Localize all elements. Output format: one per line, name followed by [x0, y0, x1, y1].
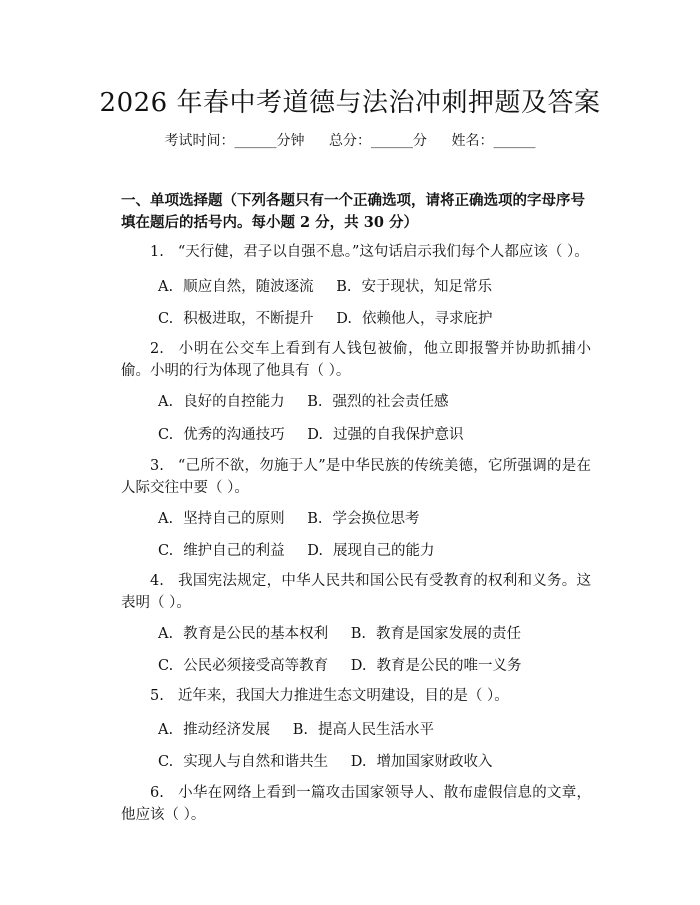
option-text: 良好的自控能力 [183, 394, 285, 410]
option-b [307, 390, 448, 411]
option-d [307, 539, 434, 560]
options-row-q4-ab [158, 622, 539, 643]
question-number: 3. [150, 458, 164, 474]
question-number: 2. [150, 341, 164, 357]
option-text: 顺应自然，随波逐流 [183, 279, 314, 295]
option-letter: A. [158, 511, 174, 527]
option-c [158, 307, 314, 328]
question-stem [121, 338, 591, 382]
question-number: 5. [150, 688, 164, 704]
question-text: 近年来，我国大力推进生态文明建设，目的是（ ）。 [177, 688, 509, 704]
question-text: “己所不欲，勿施于人”是中华民族的传统美德，它所强调的是在人际交往中要（ ）。 [121, 458, 591, 496]
question-stem [121, 570, 591, 614]
option-b [336, 275, 492, 296]
exam-time-label: 考试时间：______分钟 [164, 133, 305, 149]
page-title: 2026 年春中考道德与法治冲刺押题及答案 [99, 88, 601, 118]
options-row-q5-cd [158, 750, 511, 771]
option-b [351, 622, 521, 643]
option-text: 积极进取，不断提升 [183, 311, 314, 327]
question-text: 小明在公交车上看到有人钱包被偷，他立即报警并协助抓捕小偷。小明的行为体现了他具有（ ）。 [121, 341, 591, 379]
question-1 [121, 241, 591, 263]
options-row-q4-cd [158, 654, 540, 675]
option-text: 教育是公民的基本权利 [183, 626, 329, 642]
option-c [158, 423, 285, 444]
option-letter: C. [158, 754, 174, 770]
options-row-q3-cd [158, 539, 453, 560]
option-d [351, 654, 522, 675]
question-number: 4. [150, 573, 164, 589]
question-stem [121, 455, 591, 499]
option-b [293, 718, 434, 739]
option-text: 展现自己的能力 [333, 543, 435, 559]
option-text: 强烈的社会责任感 [332, 394, 449, 410]
option-letter: D. [336, 311, 353, 327]
option-text: 提高人民生活水平 [317, 722, 434, 738]
option-letter: A. [158, 722, 174, 738]
option-letter: A. [158, 394, 174, 410]
options-row-q1-cd [158, 307, 511, 328]
option-d [307, 423, 463, 444]
question-5 [121, 685, 591, 707]
option-text: 学会换位思考 [332, 511, 420, 527]
option-c [158, 539, 285, 560]
option-letter: C. [158, 658, 174, 674]
option-text: 教育是国家发展的责任 [375, 626, 521, 642]
option-letter: B. [350, 626, 366, 642]
option-letter: B. [307, 394, 323, 410]
option-d [336, 307, 492, 328]
options-row-q2-ab [158, 390, 466, 411]
option-letter: B. [336, 279, 352, 295]
question-2 [121, 338, 591, 382]
option-d [351, 750, 493, 771]
options-row-q5-ab [158, 718, 452, 739]
option-a [158, 718, 270, 739]
question-3 [121, 455, 591, 499]
option-text: 教育是公民的唯一义务 [376, 658, 522, 674]
options-row-q3-ab [158, 507, 437, 528]
option-a [158, 275, 314, 296]
option-c [158, 654, 328, 675]
option-text: 优秀的沟通技巧 [183, 427, 285, 443]
option-text: 实现人与自然和谐共生 [183, 754, 329, 770]
exam-meta-row [0, 130, 700, 150]
option-text: 增加国家财政收入 [376, 754, 493, 770]
option-letter: D. [350, 658, 367, 674]
question-text: “天行健，君子以自强不息。”这句话启示我们每个人都应该（ ）。 [177, 244, 589, 260]
option-letter: B. [292, 722, 308, 738]
option-text: 坚持自己的原则 [183, 511, 285, 527]
option-a [158, 622, 328, 643]
option-letter: D. [307, 543, 324, 559]
question-text: 小华在网络上看到一篇攻击国家领导人、散布虚假信息的文章，他应该（ ）。 [121, 785, 591, 823]
question-6 [121, 782, 591, 826]
question-stem [121, 685, 591, 707]
total-score-label: 总分：______分 [329, 133, 427, 149]
option-text: 安于现状，知足常乐 [361, 279, 492, 295]
question-4 [121, 570, 591, 614]
option-text: 维护自己的利益 [183, 543, 285, 559]
option-a [158, 390, 285, 411]
student-name-label: 姓名：______ [451, 133, 536, 149]
option-letter: D. [350, 754, 367, 770]
option-text: 依赖他人，寻求庇护 [362, 311, 493, 327]
question-number: 1. [150, 244, 164, 260]
option-letter: A. [158, 279, 174, 295]
question-text: 我国宪法规定，中华人民共和国公民有受教育的权利和义务。这表明（ ）。 [121, 573, 591, 611]
question-stem [121, 782, 591, 826]
section-heading-single-choice: 一、单项选择题（下列各题只有一个正确选项，请将正确选项的字母序号填在题后的括号内。每小题 2 分，共 30 分） [121, 192, 585, 231]
options-row-q2-cd [158, 423, 482, 444]
option-c [158, 750, 328, 771]
question-number: 6. [150, 785, 164, 801]
option-letter: C. [158, 311, 174, 327]
option-letter: C. [158, 427, 174, 443]
option-text: 过强的自我保护意识 [333, 427, 464, 443]
option-a [158, 507, 285, 528]
option-letter: A. [158, 626, 174, 642]
question-stem [121, 241, 591, 263]
option-letter: B. [307, 511, 323, 527]
option-letter: D. [307, 427, 324, 443]
options-row-q1-ab [158, 275, 510, 296]
option-letter: C. [158, 543, 174, 559]
option-text: 公民必须接受高等教育 [183, 658, 329, 674]
option-b [307, 507, 419, 528]
option-text: 推动经济发展 [183, 722, 271, 738]
